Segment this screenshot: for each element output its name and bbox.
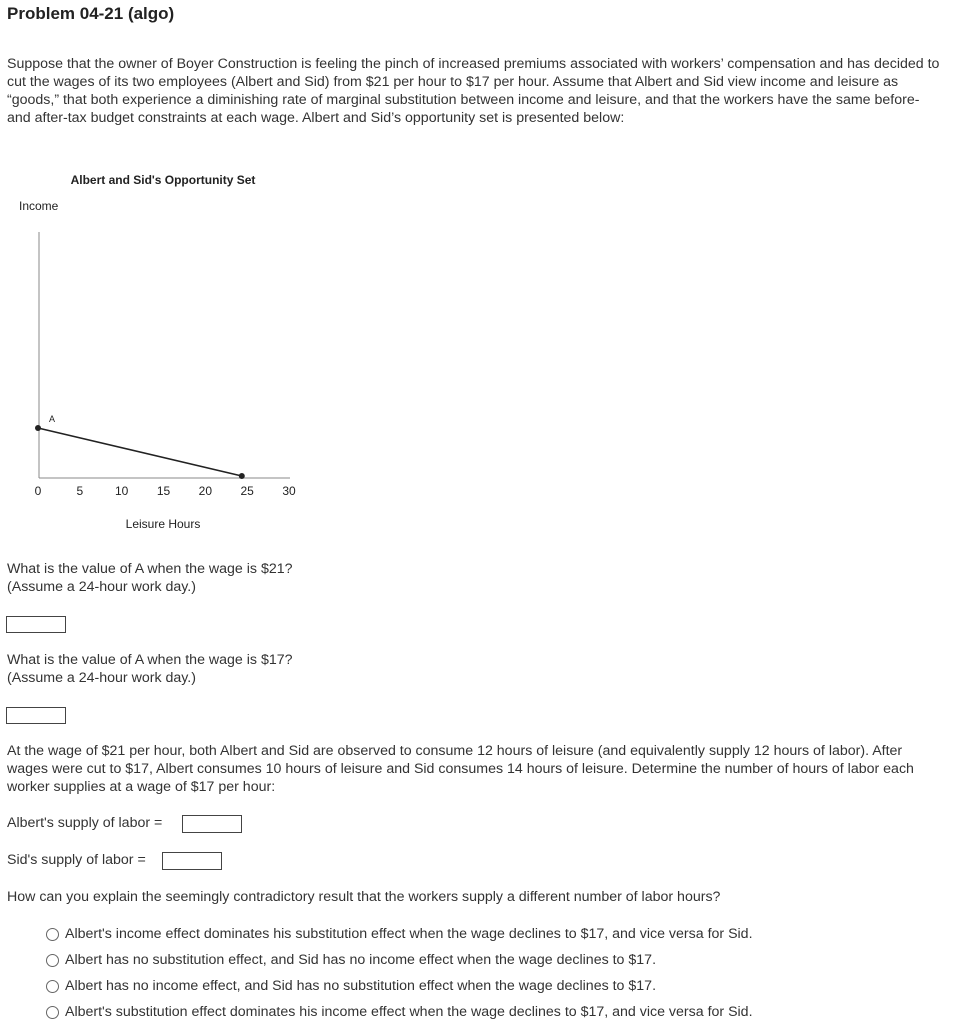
radio-icon[interactable]: [46, 954, 59, 967]
option-1[interactable]: [46, 921, 753, 947]
albert-labor-label: Albert's supply of labor =: [7, 815, 163, 831]
question-4-text: How can you explain the seemingly contradictory result that the workers supply a different number of labor hours?: [7, 889, 721, 905]
question-3-text: At the wage of $21 per hour, both Albert and Sid are observed to consume 12 hours of leisure (and equivalently supply 12 hours of labor). After wages were cut to $17, Albert consumes 10 hours of leisure and Sid consumes 14 hours of leisure. Determine the number of hours of labor each worker supplies at a wage of $17 per hour:: [7, 743, 914, 795]
option-3[interactable]: [46, 973, 753, 999]
data-point: [35, 425, 41, 431]
opportunity-set-chart: [0, 160, 320, 550]
question-2-note: (Assume a 24-hour work day.): [7, 670, 196, 686]
option-2-label: Albert has no substitution effect, and Sid has no income effect when the wage declines to $17.: [65, 952, 657, 968]
question-2-text: What is the value of A when the wage is $17?: [7, 652, 293, 668]
answer-a-wage-21-input[interactable]: [6, 616, 66, 633]
problem-title: Problem 04-21 (algo): [7, 4, 175, 23]
x-tick-label: 0: [34, 484, 42, 498]
radio-icon[interactable]: [46, 1006, 59, 1019]
chart-xlabel: Leisure Hours: [125, 517, 201, 531]
option-4[interactable]: [46, 999, 753, 1025]
data-point: [239, 473, 245, 479]
x-tick-label: 25: [240, 484, 254, 498]
answer-a-wage-17-input[interactable]: [6, 707, 66, 724]
chart-ylabel: Income: [19, 199, 59, 213]
question-1: [7, 560, 293, 596]
question-1-note: (Assume a 24-hour work day.): [7, 579, 196, 595]
budget-constraint-line: [38, 428, 242, 476]
x-tick-label: 5: [76, 484, 84, 498]
budget-constraint-series: [35, 414, 245, 479]
x-tick-label: 20: [198, 484, 213, 498]
chart-svg: [0, 160, 320, 550]
question-1-text: What is the value of A when the wage is $21?: [7, 561, 293, 577]
x-tick-labels: [35, 484, 296, 498]
point-a-label: A: [49, 414, 56, 424]
question-2: [7, 651, 293, 687]
option-2[interactable]: [46, 947, 753, 973]
question-4-options: [46, 921, 753, 1025]
problem-intro: Suppose that the owner of Boyer Construction is feeling the pinch of increased premiums associated with workers’ compensation and has decided to cut the wages of its two employees (Albert and Sid) from $21 per hour to $17 per hour. Assume that Albert and Sid view income and leisure as “goods,” that both experience a diminishing rate of marginal substitution between income and leisure, and that the workers have the same before- and after-tax budget constraints at each wage. Albert and Sid’s opportunity set is presented below:: [7, 56, 940, 126]
option-4-label: Albert's substitution effect dominates his income effect when the wage declines to $17, and vice versa for Sid.: [65, 1004, 753, 1020]
sid-labor-label: Sid's supply of labor =: [7, 852, 146, 868]
sid-labor-input[interactable]: [162, 852, 222, 870]
chart-title: Albert and Sid's Opportunity Set: [70, 173, 256, 187]
albert-labor-input[interactable]: [182, 815, 242, 833]
radio-icon[interactable]: [46, 980, 59, 993]
x-tick-label: 10: [114, 484, 129, 498]
x-tick-label: 30: [282, 484, 296, 498]
option-3-label: Albert has no income effect, and Sid has no substitution effect when the wage declines to $17.: [65, 978, 657, 994]
radio-icon[interactable]: [46, 928, 59, 941]
x-tick-label: 15: [156, 484, 171, 498]
option-1-label: Albert's income effect dominates his substitution effect when the wage declines to $17, and vice versa for Sid.: [65, 926, 753, 942]
